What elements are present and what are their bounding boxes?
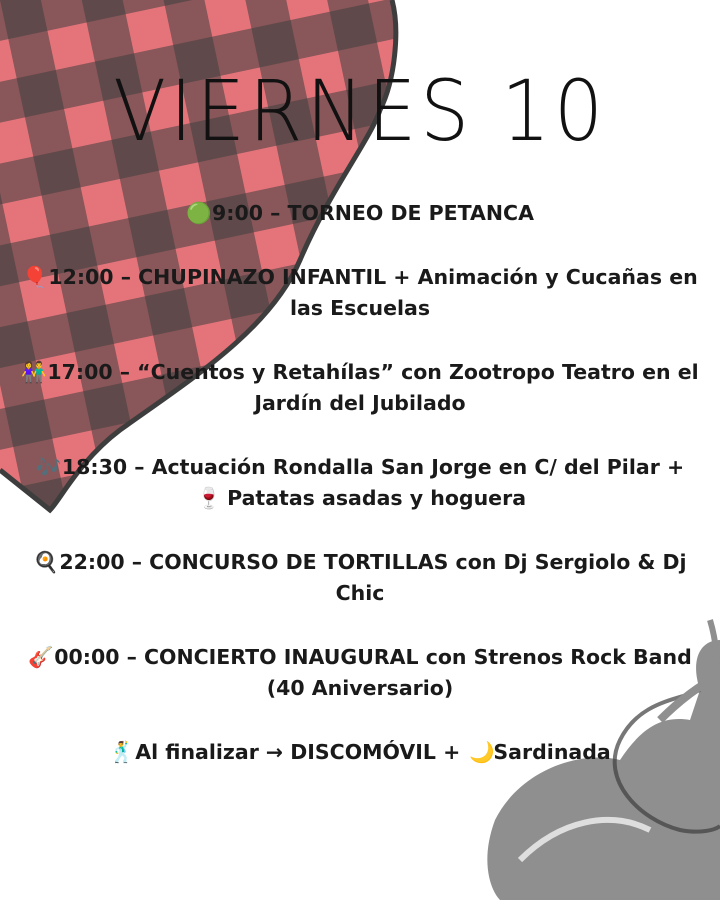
event-item <box>20 452 700 514</box>
children-icon: 👫 <box>21 360 47 384</box>
wine-glass-icon: 🍷 <box>195 486 222 510</box>
green-circle-icon: 🟢 <box>186 201 212 225</box>
event-list <box>20 198 700 801</box>
crescent-moon-icon: 🌙 <box>469 740 495 764</box>
event-text: 22:00 – CONCURSO DE TORTILLAS con Dj Sergiolo & Dj Chic <box>59 550 687 605</box>
event-text-continued: Patatas asadas y hoguera <box>227 486 527 510</box>
event-text: Al finalizar → DISCOMÓVIL + <box>135 740 461 764</box>
event-text: 17:00 – “Cuentos y Retahílas” con Zootropo Teatro en el Jardín del Jubilado <box>47 360 699 415</box>
event-text: 9:00 – TORNEO DE PETANCA <box>212 201 534 225</box>
event-item <box>20 198 700 229</box>
frying-pan-icon: 🍳 <box>33 550 59 574</box>
event-item <box>20 262 700 324</box>
event-item <box>20 642 700 704</box>
event-item <box>20 357 700 419</box>
event-text: 12:00 – CHUPINAZO INFANTIL + Animación y Cucañas en las Escuelas <box>48 265 698 320</box>
event-text: 18:30 – Actuación Rondalla San Jorge en C/ del Pilar + <box>61 455 685 479</box>
event-text: 00:00 – CONCIERTO INAUGURAL con Strenos Rock Band (40 Aniversario) <box>54 645 692 700</box>
music-notes-icon: 🎶 <box>35 455 62 479</box>
dancer-icon: 🕺 <box>109 740 135 764</box>
balloon-icon: 🎈 <box>22 265 48 289</box>
event-item <box>20 547 700 609</box>
guitar-icon: 🎸 <box>28 645 54 669</box>
event-item <box>20 737 700 768</box>
event-text-continued: Sardinada <box>493 740 611 764</box>
page-title: VIERNES 10 <box>113 62 607 160</box>
